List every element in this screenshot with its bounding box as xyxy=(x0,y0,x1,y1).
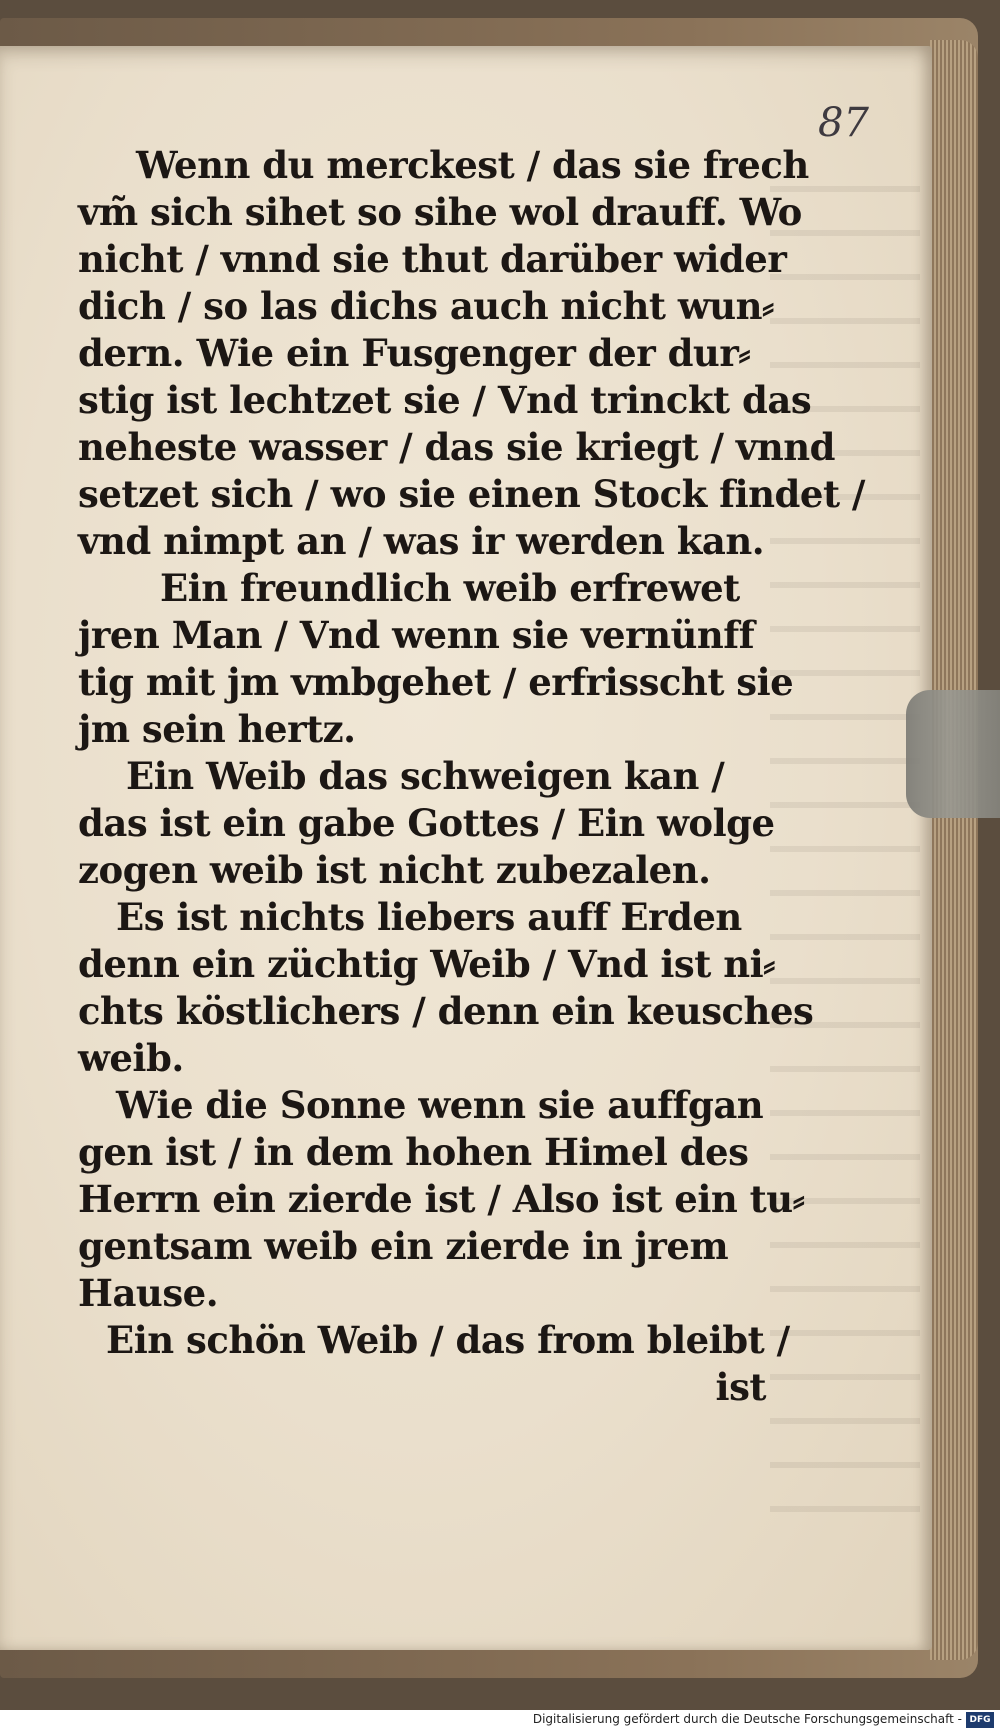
text-line: chts köstlichers / denn ein keusches xyxy=(78,989,814,1033)
text-line: gentsam weib ein zierde in jrem xyxy=(78,1224,729,1268)
text-line: Ein schön Weib / das from bleibt / xyxy=(106,1318,790,1362)
page-text xyxy=(78,142,865,1411)
text-line: stig ist lechtzet sie / Vnd trinckt das xyxy=(78,378,812,422)
text-line: Wenn du merckest / das sie frech xyxy=(136,143,809,187)
text-line: setzet sich / wo sie einen Stock findet / xyxy=(78,472,865,516)
text-line: Es ist nichts liebers auff Erden xyxy=(116,895,742,939)
text-line: neheste wasser / das sie kriegt / vnnd xyxy=(78,425,836,469)
dfg-logo: DFG xyxy=(966,1712,994,1728)
text-line: das ist ein gabe Gottes / Ein wolge xyxy=(78,801,775,845)
text-line: jm sein hertz. xyxy=(78,707,356,751)
page-clip xyxy=(906,690,1000,818)
text-line: weib. xyxy=(78,1036,184,1080)
text-line: vnd nimpt an / was ir werden kan. xyxy=(78,519,765,563)
text-line: Herrn ein zierde ist / Also ist ein tu⸗ xyxy=(78,1177,805,1221)
page-edges xyxy=(930,40,978,1660)
text-line: Wie die Sonne wenn sie auffgan xyxy=(116,1083,764,1127)
catchword: ist xyxy=(715,1365,766,1409)
text-line: denn ein züchtig Weib / Vnd ist ni⸗ xyxy=(78,942,775,986)
text-line: zogen weib ist nicht zubezalen. xyxy=(78,848,711,892)
text-line: Ein freundlich weib erfrewet xyxy=(160,566,740,610)
text-line: dich / so las dichs auch nicht wun⸗ xyxy=(78,284,774,328)
footer-bar xyxy=(0,1710,1000,1732)
text-line: Ein Weib das schweigen kan / xyxy=(126,754,725,798)
folio-number: 87 xyxy=(818,100,869,146)
text-line: Hause. xyxy=(78,1271,219,1315)
text-line: dern. Wie ein Fusgenger der dur⸗ xyxy=(78,331,751,375)
text-line: gen ist / in dem hohen Himel des xyxy=(78,1130,749,1174)
text-line: jren Man / Vnd wenn sie vernünff xyxy=(78,613,755,657)
text-line: vm̃ sich sihet so sihe wol drauff. Wo xyxy=(78,190,802,234)
footer-credit: Digitalisierung gefördert durch die Deutsche Forschungsgemeinschaft - xyxy=(532,1712,962,1726)
text-line: tig mit jm vmbgehet / erfrisscht sie xyxy=(78,660,794,704)
text-line: nicht / vnnd sie thut darüber wider xyxy=(78,237,787,281)
